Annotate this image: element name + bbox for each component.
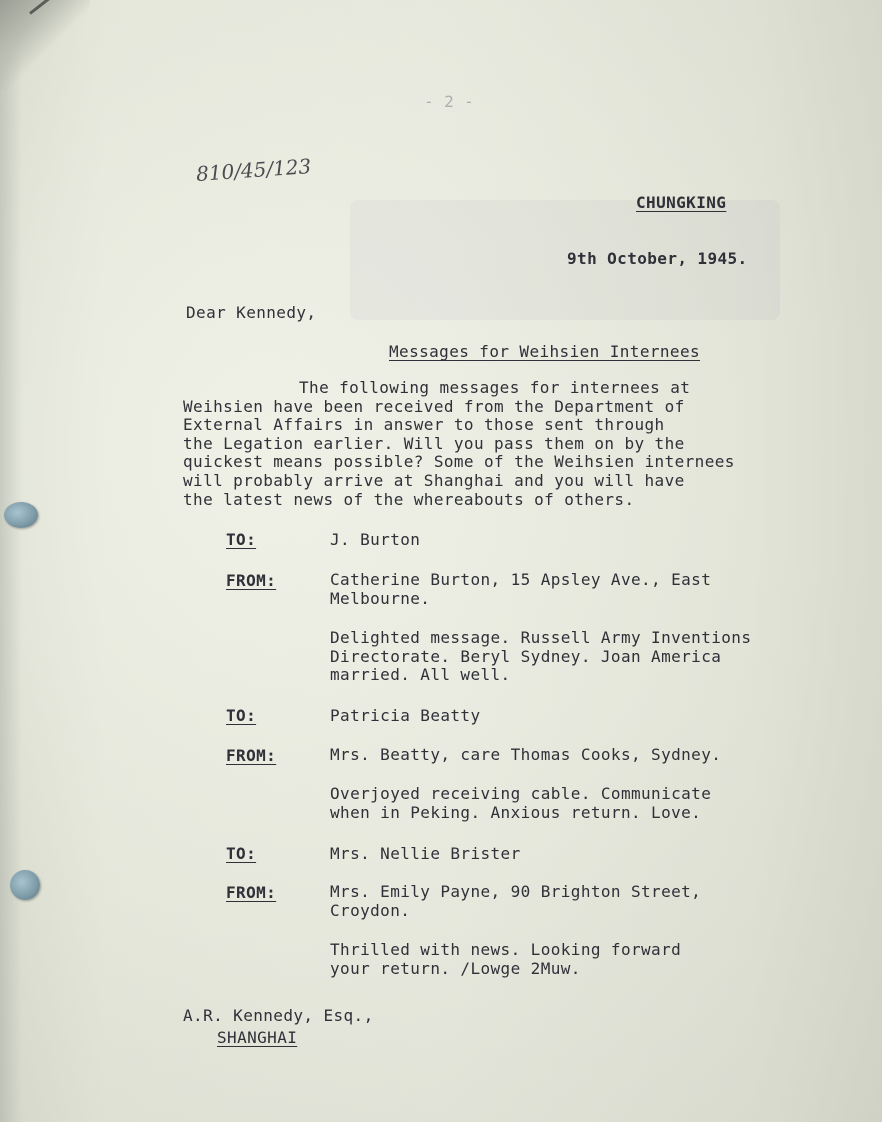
- page-number: - 2 -: [424, 92, 475, 111]
- intro-line: The following messages for internees at: [299, 378, 691, 397]
- message-line: when in Peking. Anxious return. Love.: [330, 802, 702, 822]
- sender-line: Melbourne.: [330, 588, 431, 608]
- from-label: FROM:: [226, 746, 277, 765]
- from-label: FROM:: [226, 883, 277, 902]
- sender-line: Mrs. Beatty, care Thomas Cooks, Sydney.: [330, 745, 722, 764]
- header-place: CHUNGKING: [636, 193, 727, 212]
- salutation: Dear Kennedy,: [186, 303, 317, 322]
- message-line: Delighted message. Russell Army Inventions: [330, 628, 752, 647]
- message-recipient: Patricia Beatty: [330, 706, 481, 725]
- to-label: TO:: [226, 706, 257, 725]
- message-line: Overjoyed receiving cable. Communicate: [330, 784, 712, 803]
- to-label: TO:: [226, 530, 257, 549]
- addressee-city: SHANGHAI: [217, 1028, 298, 1047]
- intro-line: quickest means possible? Some of the Weihsien internees: [183, 452, 735, 472]
- sender-line: Croydon.: [330, 900, 411, 920]
- intro-paragraph: [183, 379, 735, 509]
- intro-line: External Affairs in answer to those sent through: [183, 415, 665, 435]
- message-sender: [330, 883, 701, 920]
- from-label: FROM:: [226, 571, 277, 590]
- letter-date: 9th October, 1945.: [567, 249, 748, 268]
- sender-line: Mrs. Emily Payne, 90 Brighton Street,: [330, 882, 702, 901]
- message-text: [330, 629, 751, 685]
- intro-line: the latest news of the whereabouts of others.: [183, 489, 635, 509]
- folded-corner: [0, 0, 90, 90]
- punch-hole-bottom: [10, 870, 40, 900]
- handwritten-file-reference: 810/45/123: [195, 154, 312, 186]
- punch-hole-top: [4, 502, 38, 528]
- intro-line: will probably arrive at Shanghai and you will have: [183, 470, 685, 490]
- paper-edge-shadow: [0, 0, 22, 1122]
- to-label: TO:: [226, 844, 257, 863]
- intro-line: Weihsien have been received from the Department of: [183, 396, 685, 416]
- message-line: Directorate. Beryl Sydney. Joan America: [330, 646, 722, 666]
- intro-line: the Legation earlier. Will you pass them on by the: [183, 433, 685, 453]
- letter-subject: Messages for Weihsien Internees: [389, 342, 701, 361]
- addressee-name: A.R. Kennedy, Esq.,: [183, 1006, 374, 1025]
- message-recipient: J. Burton: [330, 530, 421, 549]
- message-text: [330, 785, 711, 822]
- message-sender: [330, 746, 721, 765]
- message-line: Thrilled with news. Looking forward: [330, 940, 682, 959]
- message-line: married. All well.: [330, 665, 511, 685]
- message-line: your return. /Lowge 2Muw.: [330, 958, 581, 978]
- sender-line: Catherine Burton, 15 Apsley Ave., East: [330, 570, 712, 589]
- message-text: [330, 941, 681, 978]
- message-sender: [330, 571, 711, 608]
- message-recipient: Mrs. Nellie Brister: [330, 844, 521, 863]
